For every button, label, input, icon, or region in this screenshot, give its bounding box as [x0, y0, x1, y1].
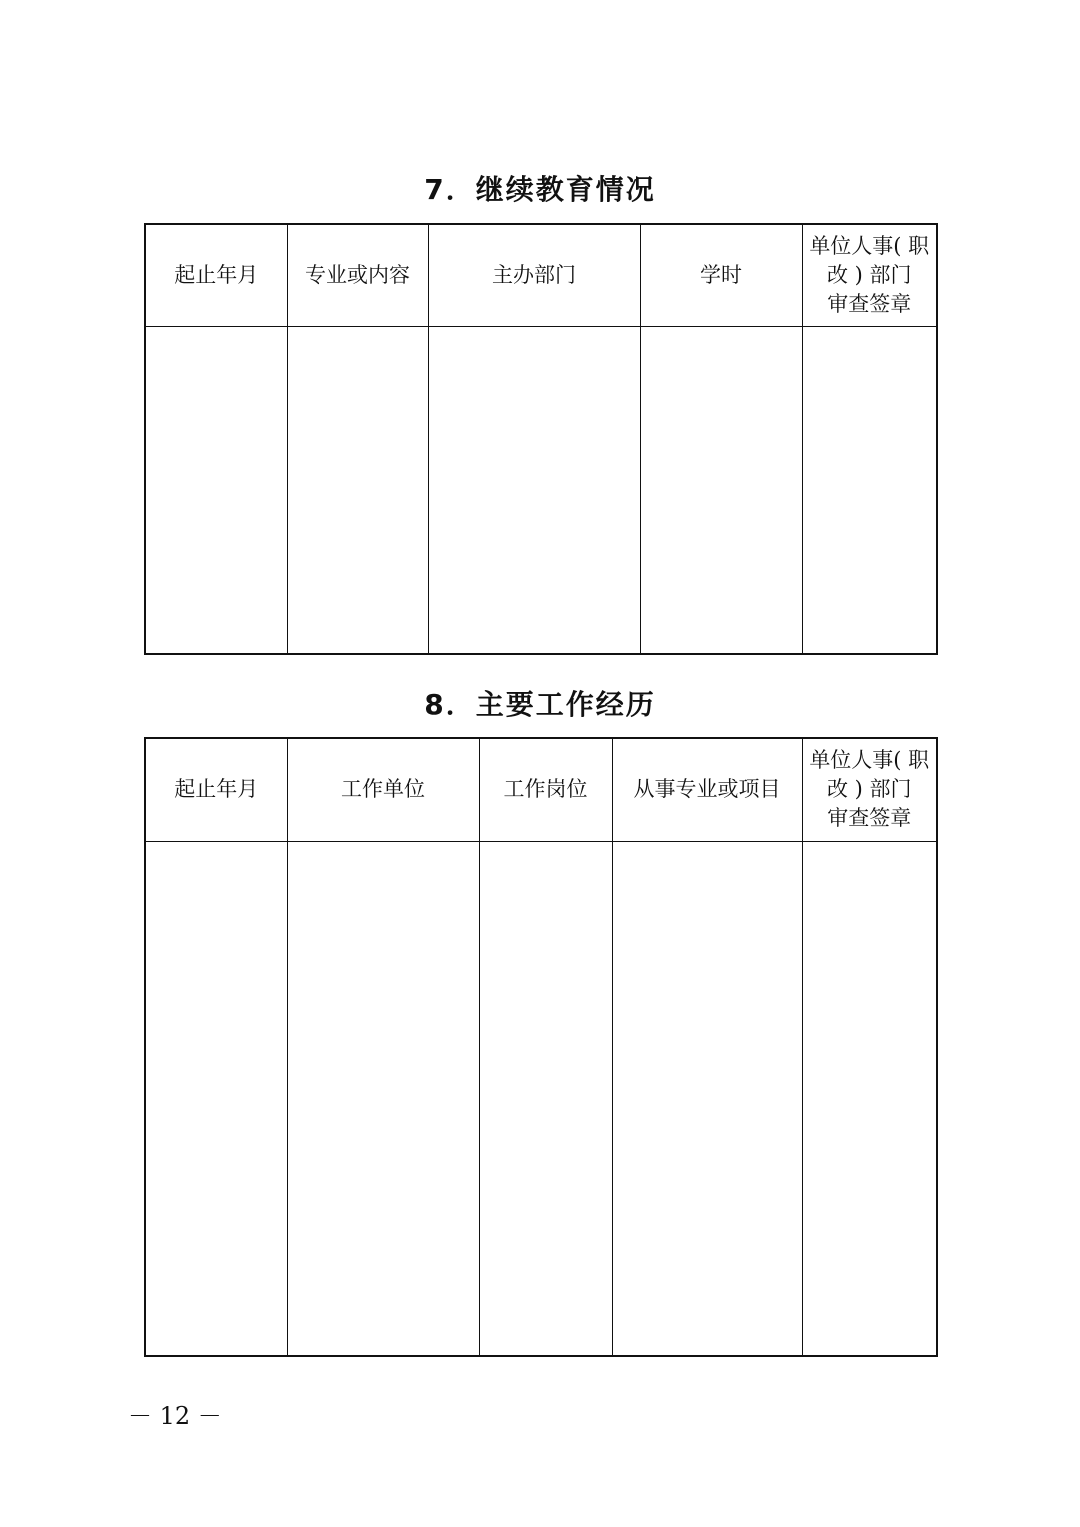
col-specialty-header: 从事专业或项目: [612, 738, 802, 841]
review-header-line-1: 单位人事( 职: [809, 233, 930, 258]
education-table: [144, 223, 938, 655]
education-period-cell[interactable]: [145, 326, 287, 654]
education-organizer-cell[interactable]: [428, 326, 640, 654]
col-organizer-header: 主办部门: [428, 224, 640, 326]
work-table: [144, 737, 938, 1357]
education-hours-cell[interactable]: [640, 326, 802, 654]
education-section-title: 7．继续教育情况: [424, 173, 656, 206]
col-review-header: [802, 224, 937, 326]
review-header-line-1: 单位人事( 职: [809, 748, 930, 773]
page-number: － 12 －: [128, 1402, 222, 1430]
work-position-cell[interactable]: [479, 841, 612, 1356]
education-entry-row: [145, 326, 937, 654]
col-period-header: 起止年月: [145, 224, 287, 326]
work-review-cell[interactable]: [802, 841, 937, 1356]
work-employer-cell[interactable]: [287, 841, 479, 1356]
education-subject-cell[interactable]: [287, 326, 428, 654]
education-review-cell[interactable]: [802, 326, 937, 654]
work-header-row: [145, 738, 937, 841]
col-employer-header: 工作单位: [287, 738, 479, 841]
work-period-cell[interactable]: [145, 841, 287, 1356]
review-header-line-3: 审查签章: [827, 806, 912, 831]
education-header-row: [145, 224, 937, 326]
col-subject-header: 专业或内容: [287, 224, 428, 326]
review-header-line-3: 审查签章: [827, 291, 912, 316]
work-entry-row: [145, 841, 937, 1356]
review-header-line-2: 改 ) 部门: [826, 262, 912, 287]
col-period-header: 起止年月: [145, 738, 287, 841]
col-position-header: 工作岗位: [479, 738, 612, 841]
review-header-line-2: 改 ) 部门: [826, 777, 912, 802]
col-review-header: [802, 738, 937, 841]
work-section-title: 8．主要工作经历: [424, 688, 656, 721]
col-hours-header: 学时: [640, 224, 802, 326]
work-specialty-cell[interactable]: [612, 841, 802, 1356]
